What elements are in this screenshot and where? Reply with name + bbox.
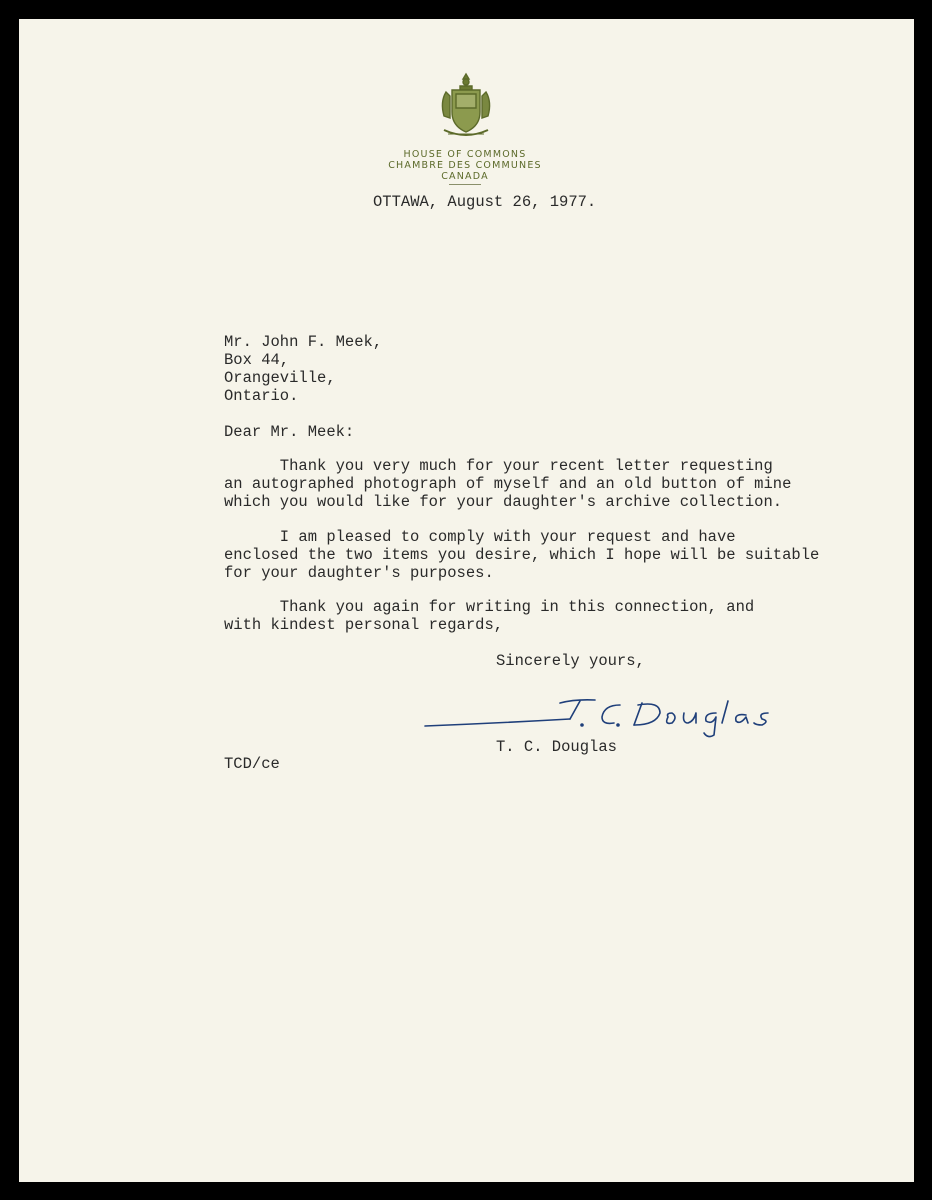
paragraph-2-line-3: for your daughter's purposes. [224, 564, 494, 582]
paragraph-1-line-2: an autographed photograph of myself and an old button of mine [224, 475, 792, 493]
coat-of-arms-emblem [436, 72, 496, 142]
paragraph-1-line-3: which you would like for your daughter's archive collection. [224, 493, 783, 511]
letterhead [300, 149, 630, 185]
address-line-3: Orangeville, [224, 369, 336, 387]
address-line-1: Mr. John F. Meek, [224, 333, 383, 351]
paragraph-2-line-1: I am pleased to comply with your request and have [224, 528, 736, 546]
paragraph-1-line-1: Thank you very much for your recent letter requesting [224, 457, 773, 475]
letterhead-line-1: HOUSE OF COMMONS [403, 149, 527, 160]
reference-initials: TCD/ce [224, 755, 280, 773]
letterhead-rule [449, 184, 481, 185]
typed-signature: T. C. Douglas [496, 738, 617, 756]
letterhead-line-3: CANADA [441, 171, 489, 182]
address-line-4: Ontario. [224, 387, 299, 405]
paragraph-2-line-2: enclosed the two items you desire, which I hope will be suitable [224, 546, 820, 564]
letterhead-line-2: CHAMBRE DES COMMUNES [388, 160, 542, 171]
address-line-2: Box 44, [224, 351, 290, 369]
closing: Sincerely yours, [496, 652, 645, 670]
paragraph-3-line-2: with kindest personal regards, [224, 616, 504, 634]
handwritten-signature [420, 693, 800, 743]
dateline: OTTAWA, August 26, 1977. [373, 193, 597, 211]
salutation: Dear Mr. Meek: [224, 423, 355, 441]
paragraph-3-line-1: Thank you again for writing in this connection, and [224, 598, 755, 616]
